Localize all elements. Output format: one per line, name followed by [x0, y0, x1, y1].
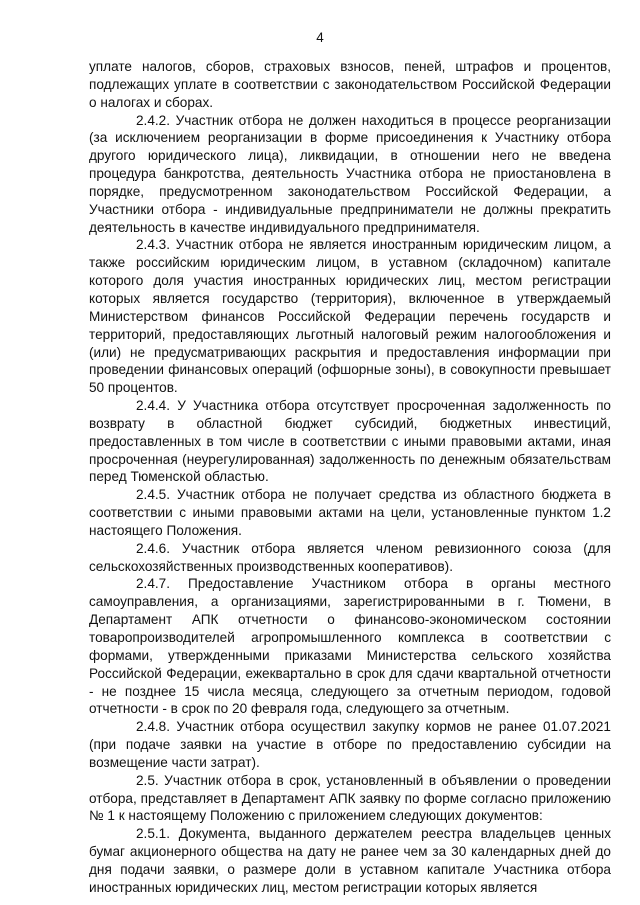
paragraph-continuation: уплате налогов, сборов, страховых взносов, пеней, штрафов и процентов, подлежащих уплате в соответствии с законодательством Российской Федерации о налогах и сборах.: [89, 59, 611, 110]
paragraph-2-4-3: 2.4.3. Участник отбора не является иностранным юридическим лицом, а также российским юридическим лицом, в уставном (складочном) капитале которого доля участия иностранных юридических лиц, местом регистрации которых является государство (территория), включенное в утверждаемый Министерством финансов Российской Федерации перечень государств и территорий, предоставляющих льготный налоговый режим налогообложения и (или) не предусматривающих раскрытия и предоставления информации при проведении финансовых операций (офшорные зоны), в совокупности превышает 50 процентов.: [89, 237, 611, 396]
paragraph-2-4-4: 2.4.4. У Участника отбора отсутствует просроченная задолженность по возврату в областной бюджет субсидий, бюджетных инвестиций, предоставленных в том числе в соответствии с иными правовыми актами, иная просроченная (неурегулированная) задолженность по денежным обязательствам перед Тюменской областью.: [89, 398, 611, 485]
paragraph-2-4-7: 2.4.7. Предоставление Участником отбора в органы местного самоуправления, а организациями, зарегистрированными в г. Тюмени, в Департамент АПК отчетности о финансово-экономическом состоянии товаропроизводителей агропромышленного комплекса в соответствии с формами, утвержденными приказами Министерства сельского хозяйства Российской Федерации, ежеквартально в срок для сдачи квартальной отчетности - не позднее 15 числа месяца, следующего за отчетным периодом, годовой отчетности - в срок по 20 февраля года, следующего за отчетным.: [89, 576, 611, 717]
page-number: 4: [316, 30, 324, 45]
paragraph-2-4-2: 2.4.2. Участник отбора не должен находиться в процессе реорганизации (за исключением реорганизации в форме присоединения к Участнику отбора другого юридического лица), ликвидации, в отношении него не введена процедура банкротства, деятельность Участника отбора не приостановлена в порядке, предусмотренном законодательством Российской Федерации, а Участники отбора - индивидуальные предприниматели не должны прекратить деятельность в качестве индивидуального предпринимателя.: [89, 112, 611, 235]
paragraph-2-5: 2.5. Участник отбора в срок, установленный в объявлении о проведении отбора, представляет в Департамент АПК заявку по форме согласно приложению № 1 к настоящему Положению с приложением следующих документов:: [89, 772, 611, 824]
paragraph-2-4-8: 2.4.8. Участник отбора осуществил закупку кормов не ранее 01.07.2021 (при подаче заявки на участие в отборе по предоставлению субсидии на возмещение части затрат).: [89, 719, 611, 770]
document-body: [89, 58, 611, 897]
paragraph-2-5-1: 2.5.1. Документа, выданного держателем реестра владельцев ценных бумаг акционерного общества на дату не ранее чем за 30 календарных дней до дня подачи заявки, о размере доли в уставном капитале Участника отбора иностранных юридических лиц, местом регистрации которых является: [89, 826, 611, 895]
paragraph-2-4-5: 2.4.5. Участник отбора не получает средства из областного бюджета в соответствии с иными правовыми актами на цели, установленные пунктом 1.2 настоящего Положения.: [89, 487, 611, 538]
paragraph-2-4-6: 2.4.6. Участник отбора является членом ревизионного союза (для сельскохозяйственных производственных кооперативов).: [89, 540, 611, 574]
